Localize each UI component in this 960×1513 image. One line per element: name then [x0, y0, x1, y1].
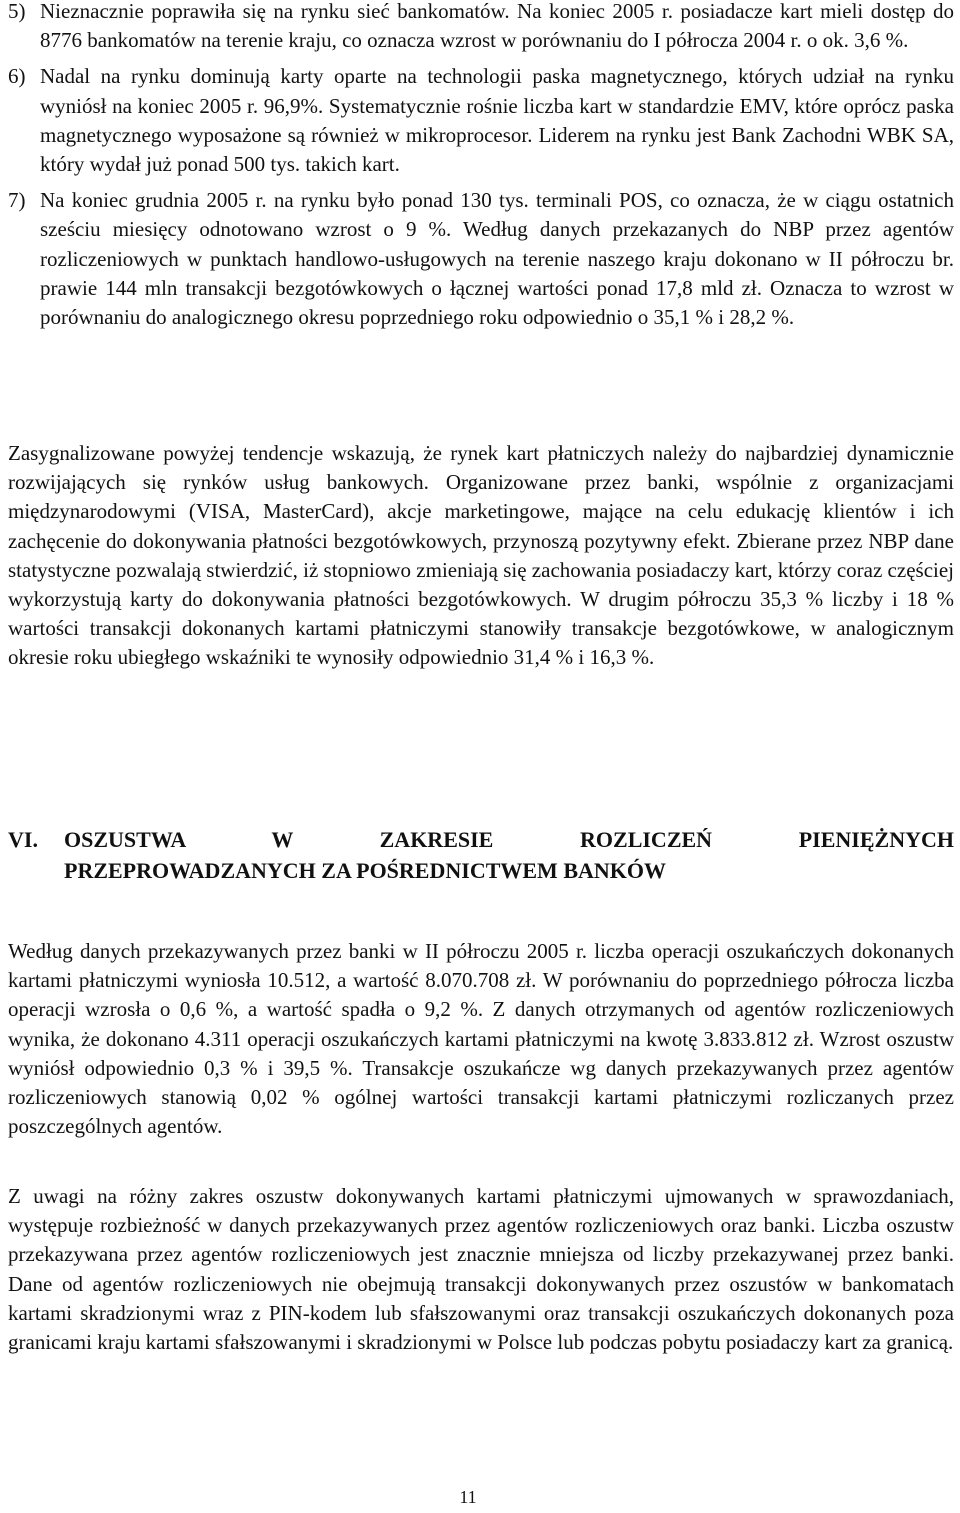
list-item-number: 5) — [8, 0, 26, 23]
section-title-line-1: OSZUSTWA W ZAKRESIE ROZLICZEŃ PIENIĘŻNYCH — [64, 827, 954, 852]
numbered-list — [8, 0, 954, 332]
fraud-paragraph-2: Z uwagi na różny zakres oszustw dokonywanych kartami płatniczymi ujmowanych w sprawozdaniach, występuje rozbieżność w danych przekazywanych przez agentów rozliczeniowych oraz banki. Liczba oszustw przekazywana przez agentów rozliczeniowych jest znacznie mniejsza od liczby przekazywanej przez banki. Dane od agentów rozliczeniowych nie obejmują transakcji dokonywanych przez oszustów w bankomatach kartami skradzionymi wraz z PIN-kodem lub sfałszowanymi oraz transakcji oszukańczych dokonanych poza granicami kraju kartami sfałszowanymi i skradzionymi w Polsce lub podczas pobytu posiadaczy kart za granicą. — [8, 1184, 954, 1355]
section-title-line-2: PRZEPROWADZANYCH ZA POŚREDNICTWEM BANKÓW — [64, 858, 666, 883]
list-item-number: 6) — [8, 64, 26, 89]
list-item — [8, 0, 954, 55]
section-number: VI. — [8, 827, 38, 852]
list-item-text: Nieznacznie poprawiła się na rynku sieć bankomatów. Na koniec 2005 r. posiadacze kart mieli dostęp do 8776 bankomatów na terenie kraju, co oznacza wzrost w porównaniu do I półrocza 2004 r. o ok. 3,6 %. — [40, 0, 954, 53]
list-item — [8, 62, 954, 179]
fraud-paragraph-1: Według danych przekazywanych przez banki w II półroczu 2005 r. liczba operacji oszukańczych dokonanych kartami płatniczymi wyniosła 10.512, a wartość 8.070.708 zł. W porównaniu do poprzedniego półrocza liczba operacji wzrosła o 0,6 %, a wartość spadła o 9,2 %. Z danych otrzymanych od agentów rozliczeniowych wynika, że dokonano 4.311 operacji oszukańczych kartami płatniczymi na kwotę 3.833.812 zł. Wzrost oszustw wyniósł odpowiednio 0,3 % i 39,5 %. Transakcje oszukańcze wg danych przekazywanych przez agentów rozliczeniowych stanowią 0,02 % ogólnej wartości transakcji kartami płatniczymi rozliczanych przez poszczególnych agentów. — [8, 939, 954, 1139]
list-item — [8, 186, 954, 332]
list-item-text: Nadal na rynku dominują karty oparte na technologii paska magnetycznego, których udział na rynku wyniósł na koniec 2005 r. 96,9%. Systematycznie rośnie liczba kart w standardzie EMV, które oprócz paska magnetycznego wyposażone są również w mikroprocesor. Liderem na rynku jest Bank Zachodni WBK SA, który wydał już ponad 500 tys. takich kart. — [40, 64, 954, 177]
summary-paragraph: Zasygnalizowane powyżej tendencje wskazują, że rynek kart płatniczych należy do najbardziej dynamicznie rozwijających się rynków usług bankowych. Organizowane przez banki, wspólnie z organizacjami międzynarodowymi (VISA, MasterCard), akcje marketingowe, mające na celu edukację klientów i ich zachęcenie do dokonywania płatności bezgotówkowych, przynoszą pozytywny efekt. Zbierane przez NBP dane statystyczne pozwalają stwierdzić, iż stopniowo zmieniają się zachowania posiadaczy kart, którzy coraz częściej wykorzystują karty do dokonywania płatności bezgotówkowych. W drugim półroczu 35,3 % liczby i 18 % wartości transakcji dokonanych kartami płatniczymi stanowiły transakcje bezgotówkowe, w analogicznym okresie roku ubiegłego wskaźniki te wynosiły odpowiednio 31,4 % i 16,3 %. — [8, 441, 954, 670]
section-heading — [8, 824, 954, 886]
page-number: 11 — [459, 1487, 477, 1507]
section-title — [64, 824, 954, 886]
list-item-text: Na koniec grudnia 2005 r. na rynku było ponad 130 tys. terminali POS, co oznacza, że w ciągu ostatnich sześciu miesięcy odnotowano wzrost o 9 %. Według danych przekazanych do NBP przez agentów rozliczeniowych w punktach handlowo-usługowych na terenie naszego kraju dokonano w II półroczu br. prawie 144 mln transakcji bezgotówkowych o łącznej wartości ponad 17,8 mld zł. Oznacza to wzrost w porównaniu do analogicznego okresu poprzedniego roku odpowiednio o 35,1 % i 28,2 %. — [40, 188, 954, 330]
list-item-number: 7) — [8, 188, 26, 213]
